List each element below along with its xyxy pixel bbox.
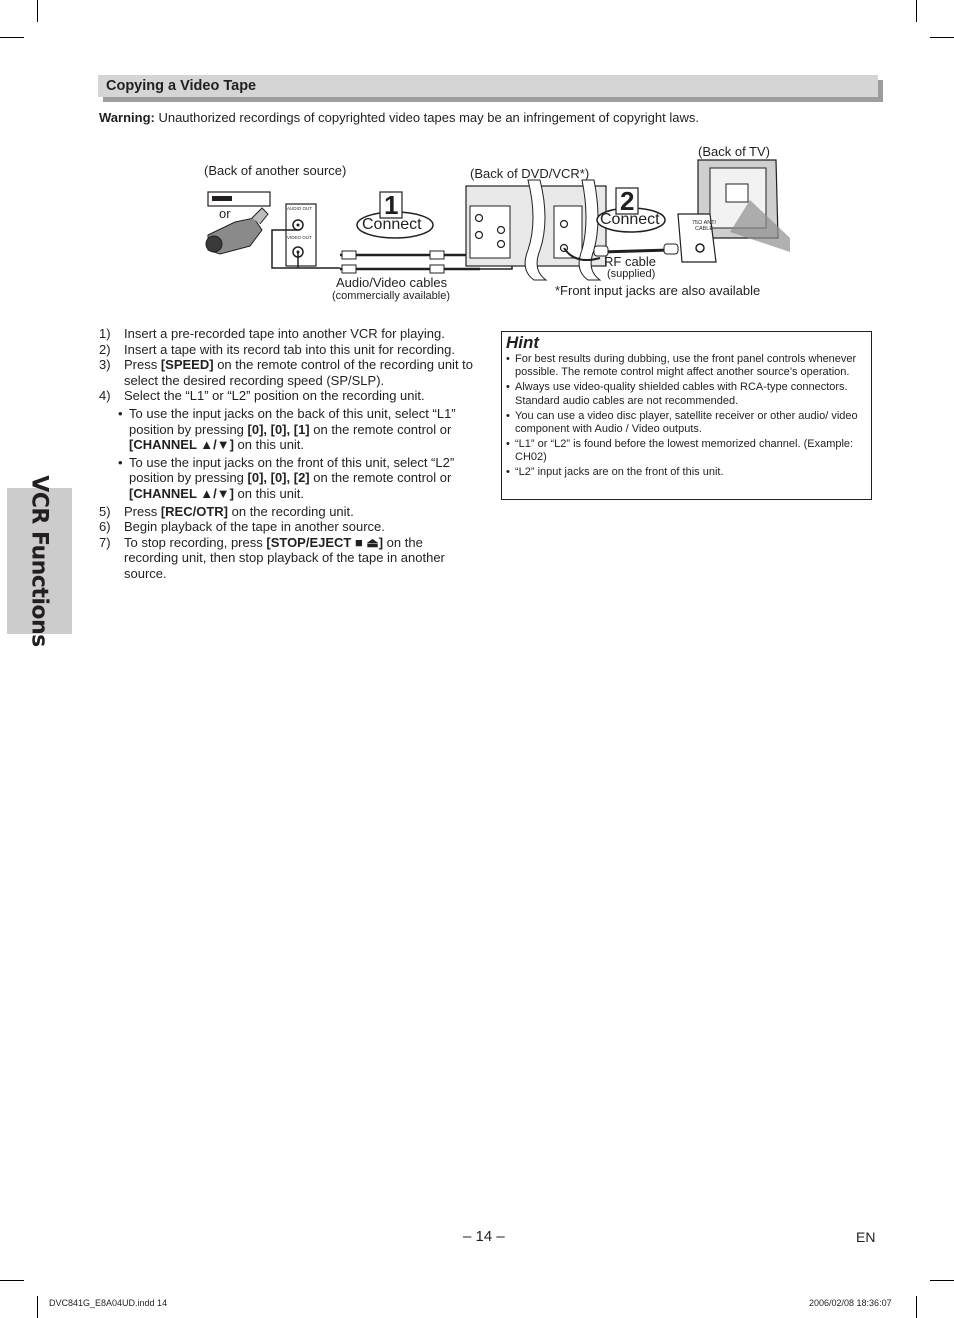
av-cables-label: Audio/Video cables (336, 275, 448, 290)
hint-box (501, 331, 872, 500)
tv-back (678, 160, 790, 262)
step-text: on the recording unit, then stop playback of the tape in another source. (124, 534, 445, 581)
crop-mark (0, 1280, 24, 1281)
tv-antenna-jack (696, 244, 704, 252)
step-number: 2) (99, 341, 111, 357)
step-2 (99, 342, 479, 358)
sub-key: [CHANNEL ▲/▼] (129, 437, 234, 453)
sub-text: To use the input jacks on the front of this unit, select “L2” position by pressing (129, 454, 455, 486)
step-6 (99, 519, 479, 535)
av-cables-note: (commercially available) (332, 290, 450, 302)
step-number: 7) (99, 534, 111, 550)
sub-text: on the remote control or (309, 470, 452, 486)
crop-mark (930, 37, 954, 38)
sub-key: [CHANNEL ▲/▼] (129, 485, 234, 501)
sub-key: [0], [0], [1] (247, 421, 310, 437)
step-4 (99, 388, 479, 404)
step-1 (99, 326, 479, 342)
step-text: Insert a pre-recorded tape into another VCR for playing. (124, 326, 445, 341)
step-key: [STOP/EJECT ■ ⏏] (266, 534, 384, 550)
step-number: 4) (99, 388, 111, 404)
step-text: To stop recording, press (124, 534, 267, 550)
step-text: Select the “L1” or “L2” position on the recording unit. (124, 388, 425, 404)
or-label: or (219, 206, 231, 221)
crop-mark (916, 0, 917, 22)
audio-out-label: AUDIO OUT (287, 206, 313, 211)
steps-list (99, 326, 479, 582)
hint-item: • You can use a video disc player, satellite receiver or other audio/ video component with Audio / Video outputs. (506, 409, 858, 436)
warning-label: Warning: (99, 110, 155, 125)
sub-text: on this unit. (233, 485, 305, 501)
step-key: [SPEED] (160, 357, 214, 373)
step-text: Press (124, 357, 161, 373)
dvd-vcr-antenna-jacks (554, 206, 582, 258)
antenna-label: 75Ω ANT/ CABLE (691, 220, 717, 232)
back-of-another-source-label: (Back of another source) (204, 163, 347, 178)
warning-text (99, 110, 699, 125)
crop-mark (37, 0, 38, 22)
sub-text: on the remote control or (309, 421, 452, 437)
hint-item: • “L1” or “L2” is found before the lowest memorized channel. (Example: CH02) (506, 437, 854, 464)
connect-1-label: Connect (362, 216, 422, 233)
camcorder (206, 208, 268, 254)
step-text: Begin playback of the tape in another source. (124, 519, 385, 535)
hint-text: For best results during dubbing, use the front panel controls whenever possible. The remote control might affect another source’s operation. (515, 353, 857, 379)
step-key: [REC/OTR] (160, 503, 229, 519)
step-7 (99, 535, 479, 582)
hint-list (506, 353, 864, 481)
sub-bullet (99, 455, 479, 502)
page-number: – 14 – (463, 1228, 505, 1245)
sub-key: [0], [0], [2] (247, 470, 310, 486)
step-3 (99, 357, 479, 388)
language-label: EN (856, 1229, 876, 1245)
back-of-dvd-vcr-label: (Back of DVD/VCR*) (470, 166, 590, 181)
bullet: • (118, 405, 123, 421)
step-number: 1) (99, 326, 111, 341)
section-header (98, 75, 878, 97)
crop-mark (0, 37, 24, 38)
step-text: on the remote control of the recording unit to select the desired recording speed (SP/SLP). (124, 357, 474, 388)
step-text: Press (124, 503, 161, 519)
connect-2-number: 2 (620, 186, 635, 216)
hint-item: • “L2” input jacks are on the front of this unit. (506, 466, 724, 479)
hint-item: • For best results during dubbing, use the front panel controls whenever possible. The remote control might affect another source’s operation. (506, 353, 857, 379)
step-text: on the recording unit. (228, 503, 354, 519)
section-title: Copying a Video Tape (106, 78, 257, 94)
bullet: • (118, 454, 123, 470)
step-number: 5) (99, 503, 111, 519)
warning-body: Unauthorized recordings of copyrighted video tapes may be an infringement of copyright laws. (154, 110, 699, 125)
connection-diagram (190, 140, 790, 315)
step-text: Insert a tape with its record tab into this unit for recording. (124, 341, 455, 357)
sub-text: To use the input jacks on the back of this unit, select “L1” position by pressing (129, 405, 456, 437)
hint-text: You can use a video disc player, satellite receiver or other audio/ video component with Audio / Video outputs. (515, 409, 858, 436)
sub-bullet (99, 406, 479, 453)
hint-text: “L1” or “L2” is found before the lowest memorized channel. (Example: CH02) (515, 437, 854, 464)
step-number: 3) (99, 357, 111, 373)
crop-mark (916, 1296, 917, 1318)
footer-filename: DVC841G_E8A04UD.indd 14 (49, 1298, 168, 1308)
video-out-label: VIDEO OUT (287, 235, 312, 240)
vcr-functions-tab (7, 475, 72, 647)
step-number: 6) (99, 519, 111, 535)
sub-text: on this unit. (233, 437, 305, 453)
step-5 (99, 504, 479, 520)
crop-mark (930, 1280, 954, 1281)
hint-text: “L2” input jacks are on the front of this unit. (515, 466, 724, 479)
vcr-tape-slot (212, 196, 232, 201)
rf-cable-label: RF cable (604, 254, 657, 269)
hint-item: • Always use video-quality shielded cables with RCA-type connectors. Standard audio cables are not recommended. (506, 381, 848, 407)
hint-text: Always use video-quality shielded cables with RCA-type connectors. Standard audio cables are not recommended. (515, 381, 848, 407)
connect-2-label: Connect (600, 211, 660, 228)
footer-timestamp: 2006/02/08 18:36:07 (809, 1298, 892, 1308)
crop-mark (37, 1296, 38, 1318)
back-of-tv-label: (Back of TV) (698, 144, 771, 159)
front-jacks-note: *Front input jacks are also available (555, 283, 761, 298)
connect-1-number: 1 (384, 190, 399, 220)
rf-cable-note: (supplied) (607, 268, 656, 280)
rf-cable (600, 250, 670, 252)
side-tab-label: VCR Functions (26, 475, 52, 647)
hint-title: Hint (506, 333, 540, 352)
